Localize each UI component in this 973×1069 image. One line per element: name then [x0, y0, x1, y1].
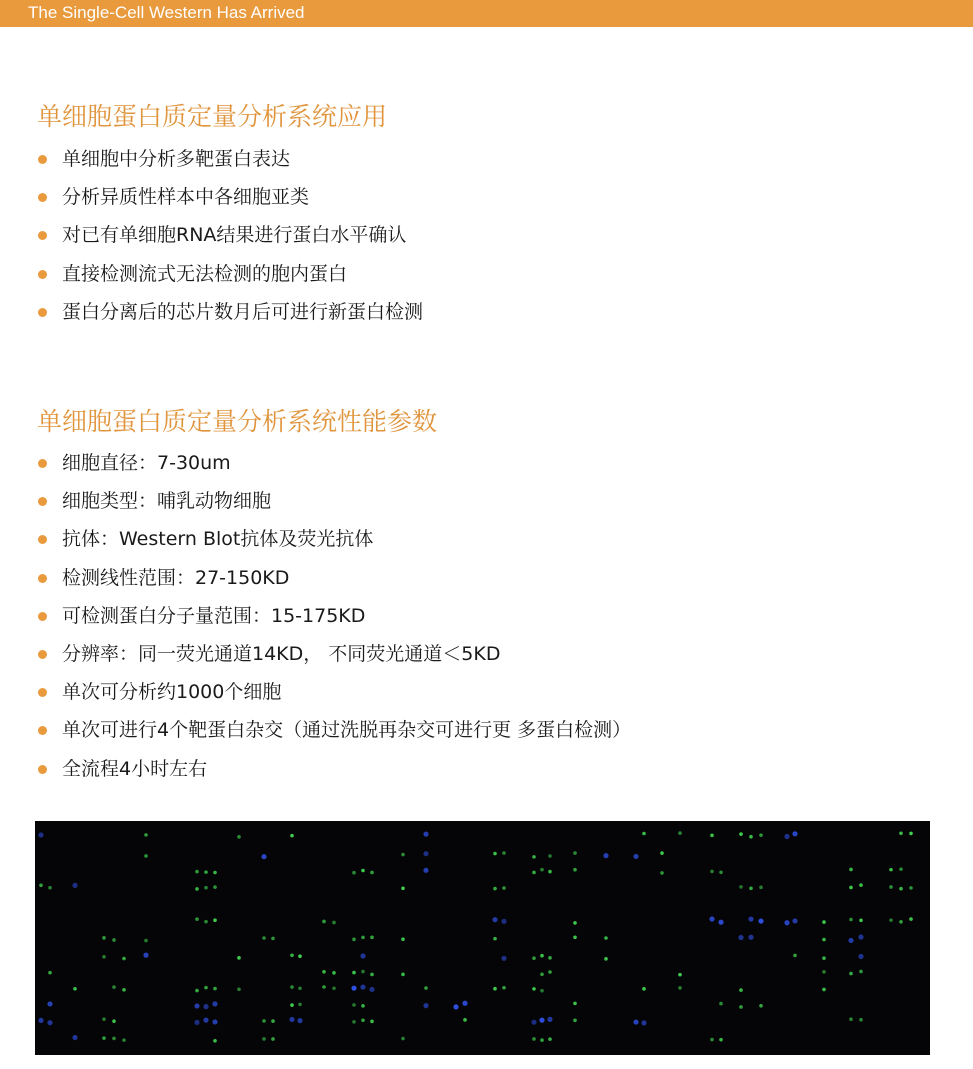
fluorescent-spot	[858, 934, 863, 939]
fluorescent-spot	[859, 918, 863, 922]
performance-item-text: 分辨率：同一荧光通道14KD， 不同荧光通道＜5KD	[62, 642, 501, 665]
fluorescent-spot	[739, 988, 743, 992]
applications-item-text: 分析异质性样本中各细胞亚类	[62, 186, 310, 209]
fluorescent-spot	[719, 870, 723, 874]
fluorescent-spot	[889, 885, 893, 889]
fluorescent-spot	[102, 936, 106, 940]
fluorescent-spot	[899, 831, 903, 835]
fluorescent-spot	[909, 917, 913, 921]
fluorescent-spot	[195, 887, 199, 891]
fluorescent-spot	[262, 1037, 266, 1041]
fluorescent-spot	[271, 1019, 275, 1023]
bullet-icon	[38, 612, 47, 621]
fluorescent-spot	[47, 1001, 52, 1006]
fluorescent-spot	[361, 936, 365, 940]
applications-item-text: 单细胞中分析多靶蛋白表达	[62, 148, 291, 170]
fluorescent-spot	[573, 868, 577, 872]
fluorescent-spot	[369, 987, 374, 992]
fluorescent-spot	[194, 1020, 199, 1025]
fluorescent-spot	[262, 936, 266, 940]
fluorescent-spot	[237, 835, 241, 839]
fluorescent-spot	[195, 917, 199, 921]
fluorescent-spot	[889, 868, 893, 872]
fluorescent-spot	[48, 971, 52, 975]
fluorescent-spot	[332, 971, 336, 975]
fluorescent-spot	[213, 885, 217, 889]
fluorescent-spot	[361, 1019, 365, 1023]
fluorescent-spot	[604, 936, 608, 940]
fluorescent-spot	[540, 954, 544, 958]
fluorescent-spot	[822, 920, 826, 924]
fluorescent-spot	[423, 868, 428, 873]
fluorescent-spot	[195, 870, 199, 874]
fluorescent-spot	[660, 871, 664, 875]
fluorescent-spot	[792, 831, 797, 836]
fluorescent-spot	[822, 956, 826, 960]
fluorescent-spot	[361, 1004, 365, 1008]
fluorescent-spot	[72, 883, 77, 888]
fluorescent-spot	[112, 985, 116, 989]
applications-item	[37, 299, 423, 337]
fluorescent-spot	[758, 918, 763, 923]
performance-item-text: 抗体：Western Blot抗体及荧光抗体	[62, 528, 374, 551]
fluorescent-spot	[290, 834, 294, 838]
fluorescent-spot	[194, 1003, 199, 1008]
fluorescent-spot	[501, 956, 506, 961]
fluorescent-spot	[144, 854, 148, 858]
fluorescent-spot	[401, 887, 405, 891]
fluorescent-spot	[540, 868, 544, 872]
performance-item-text: 全流程4小时左右	[62, 757, 208, 780]
fluorescent-spot	[532, 855, 536, 859]
applications-item	[37, 146, 423, 184]
fluorescent-spot	[361, 869, 365, 873]
fluorescent-spot	[573, 935, 577, 939]
fluorescent-spot	[748, 916, 753, 921]
fluorescent-spot	[548, 970, 552, 974]
fluorescent-spot	[463, 1018, 467, 1022]
fluorescent-spot	[719, 1038, 723, 1042]
fluorescent-spot	[493, 987, 497, 991]
fluorescent-spot	[213, 1039, 217, 1043]
fluorescent-spot	[532, 1037, 536, 1041]
fluorescent-spot	[290, 985, 294, 989]
applications-item	[37, 261, 423, 299]
fluorescent-spot	[143, 953, 148, 958]
bullet-icon	[38, 497, 47, 506]
performance-item-text: 细胞直径：7-30um	[62, 452, 231, 474]
bullet-icon	[38, 193, 47, 202]
fluorescent-spot	[547, 1017, 552, 1022]
fluorescent-spot	[271, 1037, 275, 1041]
fluorescent-spot	[352, 971, 356, 975]
fluorescent-spot	[112, 938, 116, 942]
fluorescent-spot	[453, 1004, 458, 1009]
fluorescent-spot	[641, 1020, 646, 1025]
performance-item	[37, 603, 631, 641]
fluorescent-spot	[710, 1038, 714, 1042]
fluorescent-spot	[710, 834, 714, 838]
fluorescent-spot	[718, 920, 723, 925]
performance-item	[37, 679, 631, 717]
fluorescent-spot	[401, 1037, 405, 1041]
fluorescent-spot	[532, 987, 536, 991]
fluorescent-spot	[859, 970, 863, 974]
fluorescent-spot	[298, 1003, 302, 1007]
applications-item	[37, 222, 423, 260]
fluorescent-spot	[332, 921, 336, 925]
applications-list	[37, 146, 423, 337]
fluorescent-spot	[271, 937, 275, 941]
fluorescent-spot	[213, 987, 217, 991]
fluorescent-spot	[213, 871, 217, 875]
fluorescent-spot	[909, 832, 913, 836]
fluorescent-spot	[889, 918, 893, 922]
fluorescent-spot	[112, 1019, 116, 1023]
fluorescent-spot	[502, 986, 506, 990]
performance-item	[37, 450, 631, 488]
bullet-icon	[38, 231, 47, 240]
fluorescent-spot	[289, 1017, 294, 1022]
fluorescent-spot	[73, 987, 77, 991]
fluorescent-spot	[540, 1038, 544, 1042]
bullet-icon	[38, 308, 47, 317]
performance-title: 单细胞蛋白质定量分析系统性能参数	[37, 407, 438, 436]
fluorescent-spot	[748, 935, 753, 940]
fluorescent-spot	[859, 1018, 863, 1022]
fluorescent-spot	[759, 886, 763, 890]
fluorescent-spot	[48, 886, 52, 890]
fluorescent-spot	[739, 1005, 743, 1009]
fluorescent-spot	[822, 938, 826, 942]
fluorescent-spot	[738, 935, 743, 940]
bullet-icon	[38, 688, 47, 697]
bullet-icon	[38, 650, 47, 659]
fluorescent-spot	[573, 921, 577, 925]
fluorescent-spot	[859, 883, 863, 887]
applications-item-text: 蛋白分离后的芯片数月后可进行新蛋白检测	[62, 300, 424, 323]
fluorescent-spot	[352, 1020, 356, 1024]
fluorescent-spot	[642, 987, 646, 991]
fluorescent-spot	[531, 1020, 536, 1025]
single-cell-western-blot-image	[35, 821, 930, 1055]
fluorescent-spot	[532, 956, 536, 960]
fluorescent-spot	[792, 918, 797, 923]
fluorescent-spot	[370, 936, 374, 940]
fluorescent-spot	[401, 937, 405, 941]
performance-item	[37, 756, 631, 794]
fluorescent-spot	[709, 916, 714, 921]
performance-item	[37, 488, 631, 526]
bullet-icon	[38, 574, 47, 583]
bullet-icon	[38, 726, 47, 735]
fluorescent-spot	[39, 884, 43, 888]
bullet-icon	[38, 765, 47, 774]
fluorescent-spot	[858, 954, 863, 959]
fluorescent-spot	[548, 870, 552, 874]
fluorescent-spot	[401, 853, 405, 857]
fluorescent-spot	[352, 871, 356, 875]
fluorescent-spot	[47, 1020, 52, 1025]
fluorescent-spot	[462, 1001, 467, 1006]
fluorescent-spot	[849, 972, 853, 976]
fluorescent-spot	[423, 1003, 428, 1008]
fluorescent-spot	[573, 1002, 577, 1006]
fluorescent-spot	[848, 938, 853, 943]
fluorescent-spot	[849, 868, 853, 872]
fluorescent-spot	[122, 957, 126, 961]
performance-item-text: 检测线性范围：27-150KD	[62, 566, 290, 589]
fluorescent-spot	[502, 886, 506, 890]
fluorescent-spot	[678, 973, 682, 977]
fluorescent-spot	[352, 1003, 356, 1007]
fluorescent-spot	[633, 854, 638, 859]
fluorescent-spot	[642, 832, 646, 836]
fluorescent-spot	[849, 886, 853, 890]
fluorescent-spot	[351, 986, 356, 991]
fluorescent-spot	[493, 887, 497, 891]
fluorescent-spot	[573, 851, 577, 855]
fluorescent-spot	[203, 1018, 208, 1023]
fluorescent-spot	[493, 852, 497, 856]
fluorescence-blot-image	[35, 821, 930, 1055]
fluorescent-spot	[322, 985, 326, 989]
performance-item-text: 细胞类型：哺乳动物细胞	[62, 490, 272, 513]
fluorescent-spot	[603, 853, 608, 858]
fluorescent-spot	[849, 1017, 853, 1021]
applications-title: 单细胞蛋白质定量分析系统应用	[37, 102, 388, 131]
fluorescent-spot	[203, 1004, 208, 1009]
fluorescent-spot	[204, 986, 208, 990]
performance-item-text: 可检测蛋白分子量范围：15-175KD	[62, 604, 366, 627]
fluorescent-spot	[493, 937, 497, 941]
fluorescent-spot	[793, 954, 797, 958]
fluorescent-spot	[540, 972, 544, 976]
fluorescent-spot	[759, 1004, 763, 1008]
fluorescent-spot	[532, 871, 536, 875]
fluorescent-spot	[290, 1003, 294, 1007]
fluorescent-spot	[102, 1036, 106, 1040]
fluorescent-spot	[370, 871, 374, 875]
header-banner	[0, 0, 973, 27]
fluorescent-spot	[298, 954, 302, 958]
fluorescent-spot	[370, 1020, 374, 1024]
performance-item-text: 单次可分析约1000个细胞	[62, 681, 282, 704]
fluorescent-spot	[678, 831, 682, 835]
fluorescent-spot	[322, 920, 326, 924]
fluorescent-spot	[573, 1019, 577, 1023]
fluorescent-spot	[38, 1018, 43, 1023]
fluorescent-spot	[604, 957, 608, 961]
performance-item	[37, 565, 631, 603]
applications-item	[37, 184, 423, 222]
fluorescent-spot	[212, 1019, 217, 1024]
fluorescent-spot	[322, 970, 326, 974]
fluorescent-spot	[370, 973, 374, 977]
bullet-icon	[38, 459, 47, 468]
fluorescent-spot	[424, 986, 428, 990]
performance-item	[37, 526, 631, 564]
fluorescent-spot	[261, 854, 266, 859]
fluorescent-spot	[122, 1038, 126, 1042]
bullet-icon	[38, 535, 47, 544]
fluorescent-spot	[784, 920, 789, 925]
fluorescent-spot	[759, 833, 763, 837]
fluorescent-spot	[401, 973, 405, 977]
fluorescent-spot	[660, 851, 664, 855]
fluorescent-spot	[262, 1019, 266, 1023]
fluorescent-spot	[739, 885, 743, 889]
fluorescent-spot	[360, 953, 365, 958]
fluorescent-spot	[501, 919, 506, 924]
fluorescent-spot	[899, 887, 903, 891]
fluorescent-spot	[361, 970, 365, 974]
fluorescent-spot	[548, 1037, 552, 1041]
fluorescent-spot	[719, 1002, 723, 1006]
fluorescent-spot	[739, 832, 743, 836]
fluorescent-spot	[204, 886, 208, 890]
fluorescent-spot	[204, 920, 208, 924]
fluorescent-spot	[212, 1001, 217, 1006]
fluorescent-spot	[502, 851, 506, 855]
fluorescent-spot	[710, 870, 714, 874]
fluorescent-spot	[849, 918, 853, 922]
fluorescent-spot	[492, 917, 497, 922]
bullet-icon	[38, 155, 47, 164]
fluorescent-spot	[204, 870, 208, 874]
fluorescent-spot	[298, 987, 302, 991]
fluorescent-spot	[909, 886, 913, 890]
applications-item-text: 对已有单细胞RNA结果进行蛋白水平确认	[62, 224, 407, 247]
fluorescent-spot	[749, 835, 753, 839]
fluorescent-spot	[237, 956, 241, 960]
fluorescent-spot	[540, 989, 544, 993]
fluorescent-spot	[899, 920, 903, 924]
fluorescent-spot	[122, 988, 126, 992]
performance-item-text: 单次可进行4个靶蛋白杂交（通过洗脱再杂交可进行更 多蛋白检测）	[62, 719, 632, 742]
banner-title: The Single-Cell Western Has Arrived	[28, 3, 305, 22]
performance-item	[37, 641, 631, 679]
fluorescent-spot	[332, 986, 336, 990]
fluorescent-spot	[112, 1037, 116, 1041]
fluorescent-spot	[290, 953, 294, 957]
fluorescent-spot	[548, 956, 552, 960]
fluorescent-spot	[102, 955, 106, 959]
fluorescent-spot	[102, 1017, 106, 1021]
fluorescent-spot	[423, 851, 428, 856]
applications-item-text: 直接检测流式无法检测的胞内蛋白	[62, 262, 348, 285]
fluorescent-spot	[822, 970, 826, 974]
fluorescent-spot	[297, 1018, 302, 1023]
bullet-icon	[38, 270, 47, 279]
fluorescent-spot	[144, 833, 148, 837]
fluorescent-spot	[352, 938, 356, 942]
fluorescent-spot	[360, 984, 365, 989]
fluorescent-spot	[749, 887, 753, 891]
fluorescent-spot	[237, 987, 241, 991]
fluorescent-spot	[899, 867, 903, 871]
fluorescent-spot	[633, 1019, 638, 1024]
fluorescent-spot	[784, 834, 789, 839]
fluorescent-spot	[144, 939, 148, 943]
fluorescent-spot	[822, 988, 826, 992]
fluorescent-spot	[539, 1018, 544, 1023]
fluorescent-spot	[195, 989, 199, 993]
performance-item	[37, 717, 631, 755]
performance-list	[37, 450, 631, 794]
fluorescent-spot	[423, 832, 428, 837]
fluorescent-spot	[213, 918, 217, 922]
fluorescent-spot	[548, 854, 552, 858]
fluorescent-spot	[38, 832, 43, 837]
fluorescent-spot	[72, 1035, 77, 1040]
fluorescent-spot	[678, 986, 682, 990]
